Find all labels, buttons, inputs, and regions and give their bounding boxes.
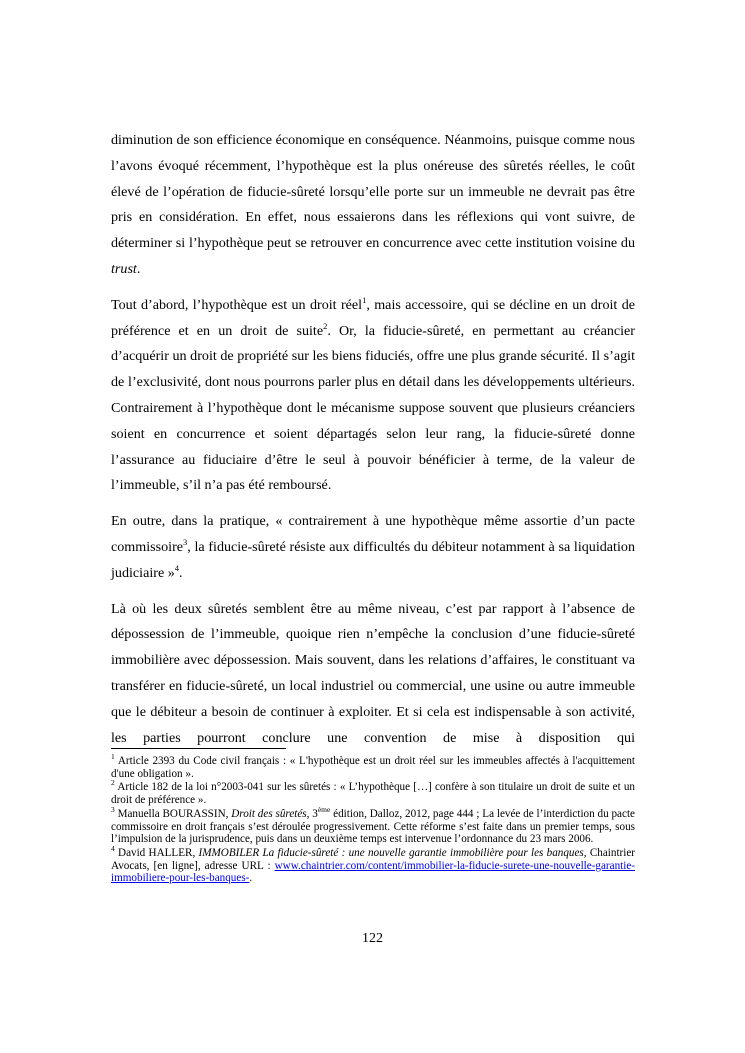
footnote-number: 2 — [111, 778, 115, 788]
text: En outre, dans la pratique, « contrairement à une hypothèque même assortie d’un pacte commissoire — [111, 513, 635, 555]
footnote-text: Chaintrier Avocats, [en ligne], adresse URL : — [111, 846, 636, 872]
footnote-4 — [111, 843, 636, 885]
ordinal-suffix: ème — [317, 804, 331, 814]
footnotes — [111, 752, 636, 886]
footnote-separator — [111, 748, 286, 749]
paragraph-1 — [111, 128, 635, 283]
footnote-ref[interactable]: 2 — [323, 320, 328, 331]
footnote-2 — [111, 778, 635, 807]
footnote-3 — [111, 804, 635, 846]
book-title: Droit des sûretés — [231, 807, 307, 820]
footnote-number: 4 — [111, 843, 115, 853]
paragraph-4: Là où les deux sûretés semblent être au même niveau, c’est par rapport à l’absence de dépossession de l’immeuble, quoique rien n’empêche la conclusion d’une fiducie-sûreté immobilière avec dépossession. Mais souvent, dans les relations d’affaires, le constituant va transférer en fiducie-sûreté, un local industriel ou commercial, une usine ou autre immeuble que le débiteur a besoin de continuer à exploiter. Et si cela est indispensable à son activité, les parties pourront conclure une convention de mise à disposition qui — [111, 600, 635, 746]
emphasis: trust — [111, 260, 137, 277]
footnote-text: Article 2393 du Code civil français : « L'hypothèque est un droit réel sur les immeubles affectés à l'acquittement d'une obligation ». — [111, 755, 635, 780]
text: , la fiducie-sûreté résiste aux difficultés du débiteur notamment à sa liquidation judiciaire » — [111, 538, 635, 581]
footnote-number: 3 — [111, 804, 115, 814]
paragraph-2 — [111, 293, 635, 499]
text: , mais accessoire, qui se décline en un droit de préférence et en un droit de suite — [111, 296, 635, 339]
footnote-text: Article 182 de la loi n°2003-041 sur les sûretés : « L’hypothèque […] confère à son titulaire un droit de suite et un droit de préférence ». — [111, 781, 635, 807]
text: . — [179, 564, 183, 581]
paragraph-3 — [111, 509, 635, 586]
footnote-number: 1 — [111, 752, 115, 761]
text: . Or, la fiducie-sûreté, en permettant au créancier d’acquérir un droit de propriété sur les biens fiduciés, offre une plus grande sécurité. Il s’agit de l’exclusivité, dont nous pourrons parler plus en détail dans les développements ultérieurs. Contrairement à l’hypothèque dont le mécanisme suppose souvent que plusieurs créanciers soient en concurrence et soient départagés selon leur rang, la fiducie-sûreté donne l’assurance au fiduciaire d’être le seul à pouvoir bénéficier à terme, de la valeur de l’immeuble, s’il n’a pas été remboursé. — [111, 322, 636, 494]
text: . — [136, 260, 141, 277]
footnote-text: . — [249, 872, 253, 885]
page-number: 122 — [362, 931, 383, 946]
footnote-ref[interactable]: 1 — [362, 294, 367, 305]
footnote-text: , 3 — [306, 807, 318, 820]
footnote-text: David HALLER, — [114, 846, 199, 859]
text: Tout d’abord, l’hypothèque est un droit réel — [111, 296, 363, 313]
footnote-text: édition, Dalloz, 2012, page 444 ; La levée de l’interdiction du pacte commissoire en droit français s’est déroulée progressivement. Cette réforme s’est faite dans un premier temps, sous l’impulsion de la jurisprudence, puis dans un deuxième temps est intervenue l’ordonnance du 23 mars 2006. — [111, 807, 635, 846]
footnote-text: Manuella BOURASSIN, — [114, 807, 232, 820]
article-title: IMMOBILER La fiducie-sûreté : une nouvelle garantie immobilière pour les banques, — [198, 846, 587, 859]
footnote-1 — [111, 752, 635, 780]
body-text — [111, 128, 635, 751]
footnote-ref[interactable]: 3 — [183, 536, 188, 547]
source-link[interactable]: www.chaintrier.com/content/immobilier-la-fiducie-surete-une-nouvelle-garantie-immobiliere-pour-les-banques- — [111, 859, 635, 885]
text: diminution de son efficience économique en conséquence. Néanmoins, puisque comme nous l’avons évoqué récemment, l’hypothèque est la plus onéreuse des sûretés réelles, le coût élevé de l’opération de fiducie-sûreté lorsqu’elle porte sur un immeuble ne devrait pas être pris en considération. En effet, nous essaierons dans les réflexions qui vont suivre, de déterminer si l’hypothèque peut se retrouver en concurrence avec cette institution voisine du — [111, 132, 635, 252]
footnote-ref[interactable]: 4 — [174, 562, 180, 573]
